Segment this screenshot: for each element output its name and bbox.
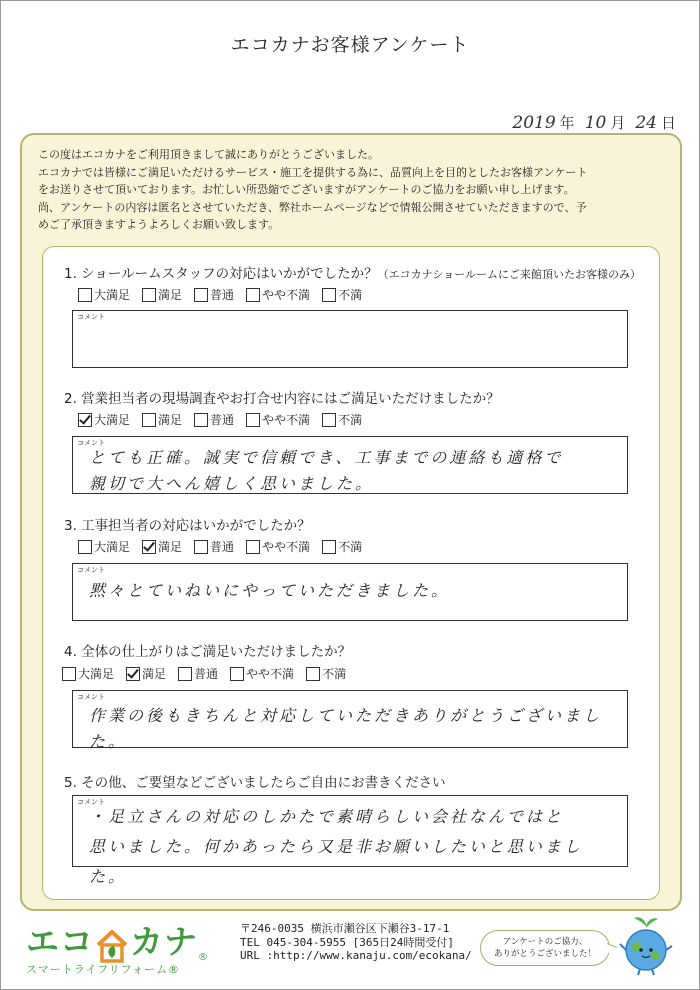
date-day-label: 日	[660, 114, 676, 132]
option-label: 普通	[210, 413, 235, 427]
q3-comment-box[interactable]	[72, 563, 628, 621]
ecokana-logo	[26, 916, 209, 977]
checkbox[interactable]	[322, 540, 336, 554]
q2-option-satisfied[interactable]	[142, 411, 182, 428]
checkbox[interactable]	[230, 667, 244, 681]
option-label: やや不満	[262, 540, 311, 554]
question-2: 2. 営業担当者の現場調査やお打合せ内容にはご満足いただけましたか？	[64, 391, 500, 407]
bubble-line-1: アンケートのご協力、	[502, 937, 588, 947]
option-label: 普通	[194, 667, 219, 681]
date-year: 2019	[512, 113, 556, 133]
intro-line: この度はエコカナをご利用頂きまして誠にありがとうございました。	[38, 148, 379, 161]
earth-mascot-icon	[614, 914, 678, 978]
q2-options	[78, 411, 362, 428]
checkbox[interactable]	[126, 667, 140, 681]
question-3: 3. 工事担当者の対応はいかがでしたか？	[64, 518, 311, 534]
logo-text-kana: カナ	[130, 922, 198, 961]
date-month-label: 月	[610, 114, 626, 132]
checkbox[interactable]	[142, 540, 156, 554]
logo-registered-mark: ®	[198, 952, 209, 963]
option-label: 満足	[158, 413, 183, 427]
address: 〒246-0035 横浜市瀬谷区下瀬谷3-17-1	[240, 922, 450, 935]
option-label: やや不満	[262, 413, 311, 427]
option-label: 不満	[338, 540, 363, 554]
checkbox[interactable]	[246, 413, 260, 427]
page-title: エコカナお客様アンケート	[230, 34, 470, 56]
option-label: 普通	[210, 288, 235, 302]
q2-comment-text: とても正確。誠実で信頼でき、工事までの連絡も適格で 親切で大へん嬉しく思いました。	[89, 448, 564, 493]
q1-option-satisfied[interactable]	[142, 286, 182, 303]
option-label: 不満	[338, 413, 363, 427]
q3-options	[78, 538, 362, 555]
house-leaf-icon	[96, 929, 128, 963]
q4-comment-text: 作業の後もきちんと対応していただきありがとうございました。	[89, 706, 603, 751]
option-label: 満足	[142, 667, 167, 681]
contact-info	[240, 922, 472, 963]
q3-option-dissatisfied[interactable]	[322, 538, 362, 555]
question-1-note: （エコカナショールームにご来館頂いたお客様のみ）	[377, 268, 641, 281]
intro-line: 尚、アンケートの内容は匿名とさせていただき、弊社ホームページなどで情報公開させていただきますので、予	[38, 200, 587, 214]
checkbox[interactable]	[246, 288, 260, 302]
checkbox[interactable]	[142, 288, 156, 302]
checkbox[interactable]	[306, 667, 320, 681]
q1-option-neutral[interactable]	[194, 286, 234, 303]
logo-text-eco: エコ	[26, 922, 94, 961]
q1-comment-box[interactable]	[72, 310, 628, 368]
q3-comment-text: 黙々とていねいにやっていただきました。	[89, 581, 451, 600]
q4-option-neutral[interactable]	[178, 665, 218, 682]
q2-option-somewhat-dissatisfied[interactable]	[246, 411, 310, 428]
checkbox[interactable]	[78, 288, 92, 302]
checkbox[interactable]	[194, 413, 208, 427]
checkbox[interactable]	[78, 540, 92, 554]
comment-label: コメント	[77, 439, 105, 447]
q3-option-neutral[interactable]	[194, 538, 234, 555]
option-label: 満足	[158, 540, 183, 554]
option-label: 普通	[210, 540, 235, 554]
checkbox[interactable]	[62, 667, 76, 681]
q2-comment-box[interactable]	[72, 436, 628, 494]
checkbox[interactable]	[194, 540, 208, 554]
comment-label: コメント	[77, 566, 105, 574]
question-1: 1. ショールームスタッフの対応はいかがでしたか？（エコカナショールームにご来館頂いたお客様のみ）	[64, 266, 641, 282]
q4-options	[62, 665, 346, 682]
q4-comment-box[interactable]	[72, 690, 628, 751]
comment-label: コメント	[77, 313, 105, 321]
option-label: 大満足	[78, 667, 115, 681]
logo-subtitle: スマートライフリフォーム®	[26, 963, 181, 976]
option-label: やや不満	[262, 288, 311, 302]
thanks-speech-bubble	[480, 930, 610, 966]
bubble-line-2: ありがとうございました！	[493, 949, 596, 959]
q2-option-neutral[interactable]	[194, 411, 234, 428]
checkbox[interactable]	[246, 540, 260, 554]
option-label: 満足	[158, 288, 183, 302]
q2-option-dissatisfied[interactable]	[322, 411, 362, 428]
date-month: 10	[584, 113, 607, 133]
date-year-label: 年	[559, 114, 575, 132]
q1-option-somewhat-dissatisfied[interactable]	[246, 286, 310, 303]
intro-line: エコカナでは皆様にご満足いただけるサービス・施工を提供する為に、品質向上を目的としたお客様アンケート	[38, 165, 588, 179]
checkbox[interactable]	[178, 667, 192, 681]
q4-option-satisfied[interactable]	[126, 665, 166, 682]
question-5: 5. その他、ご要望などございましたらご自由にお書きください	[64, 775, 446, 791]
intro-line: めご了承頂きますようよろしくお願い致します。	[38, 218, 280, 231]
comment-label: コメント	[77, 798, 105, 806]
option-label: 大満足	[94, 413, 131, 427]
website-url[interactable]: URL :http://www.kanaju.com/ecokana/	[240, 949, 472, 962]
q1-options	[78, 286, 362, 303]
q1-option-very-satisfied[interactable]	[78, 286, 130, 303]
checkbox[interactable]	[194, 288, 208, 302]
checkbox[interactable]	[78, 413, 92, 427]
q5-comment-text: ・足立さんの対応のしかたで素晴らしい会社なんではと 思いました。何かあったら又是非お願いしたいと思いました。	[89, 807, 583, 886]
option-label: 大満足	[94, 288, 131, 302]
option-label: 不満	[338, 288, 363, 302]
date-line	[512, 112, 676, 133]
option-label: やや不満	[246, 667, 295, 681]
checkbox[interactable]	[142, 413, 156, 427]
q4-option-somewhat-dissatisfied[interactable]	[230, 665, 294, 682]
intro-text	[38, 146, 668, 234]
q3-option-satisfied[interactable]	[142, 538, 182, 555]
q5-comment-box[interactable]	[72, 795, 628, 886]
date-day: 24	[635, 113, 657, 133]
q3-option-very-satisfied[interactable]	[78, 538, 130, 555]
question-4: 4. 全体の仕上がりはご満足いただけましたか？	[64, 644, 352, 660]
q3-option-somewhat-dissatisfied[interactable]	[246, 538, 310, 555]
option-label: 大満足	[94, 540, 131, 554]
q1-option-dissatisfied[interactable]	[322, 286, 362, 303]
q2-option-very-satisfied[interactable]	[78, 411, 130, 428]
intro-line: をお送りさせて頂いております。お忙しい所恐縮でございますがアンケートのご協力をお願い申し上げます。	[38, 183, 575, 196]
telephone: TEL 045-304-5955 [365日24時間受付]	[240, 935, 454, 949]
q4-option-dissatisfied[interactable]	[306, 665, 346, 682]
comment-label: コメント	[77, 693, 105, 701]
q4-option-very-satisfied[interactable]	[62, 665, 114, 682]
footer	[0, 908, 700, 988]
checkbox[interactable]	[322, 288, 336, 302]
option-label: 不満	[322, 667, 347, 681]
checkbox[interactable]	[322, 413, 336, 427]
